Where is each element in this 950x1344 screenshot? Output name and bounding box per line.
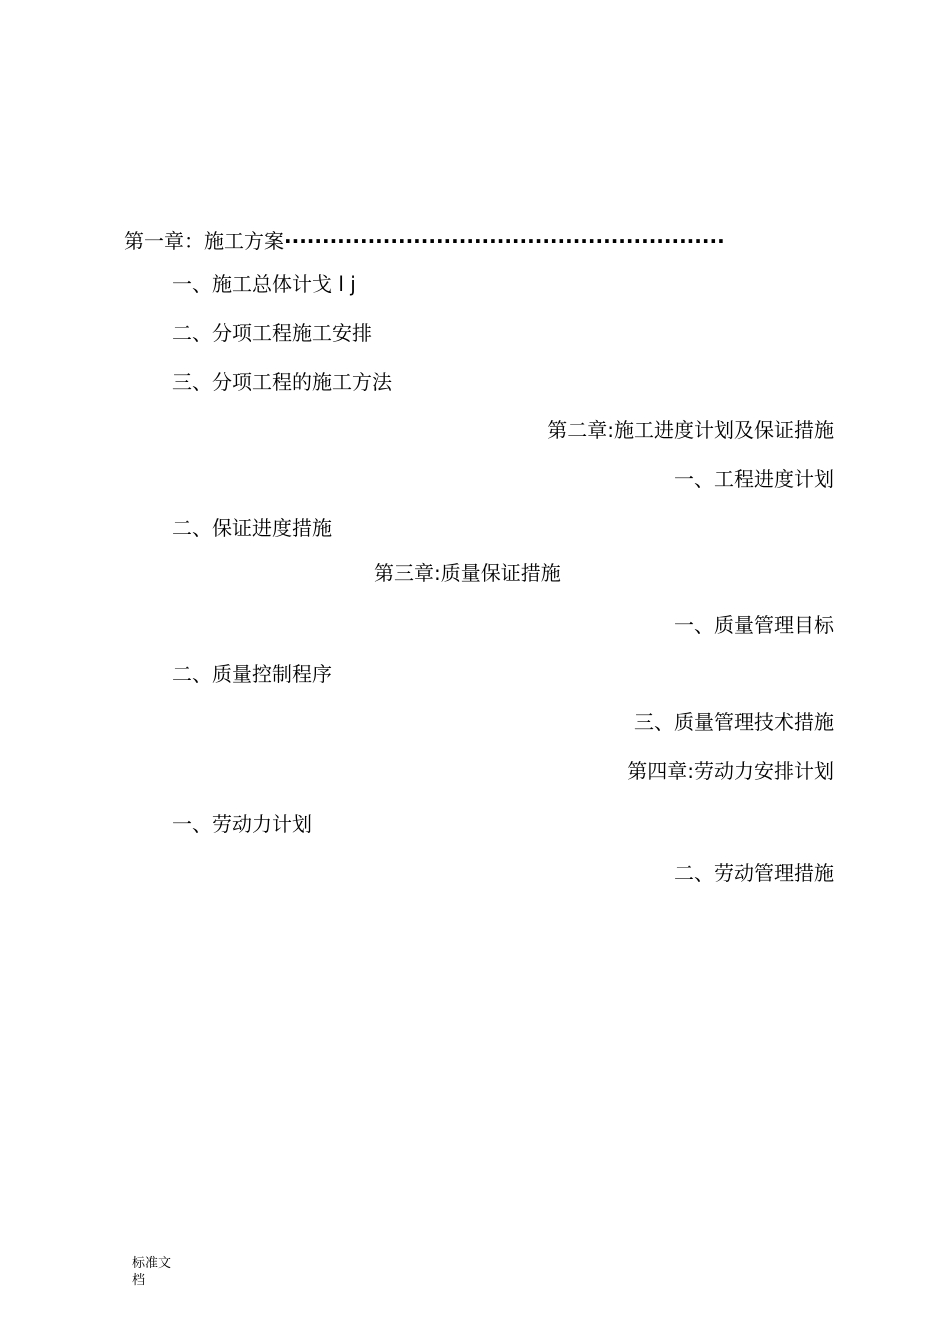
chapter-2-section-2: 二、保证进度措施 <box>172 516 332 540</box>
chapter-1-heading <box>124 229 725 253</box>
chapter-3-section-1: 一、质量管理目标 <box>674 613 834 637</box>
chapter-2-heading: 第二章:施工进度计划及保证措施 <box>547 418 834 442</box>
chapter-1-section-1: 一、施工总体计戈 l j <box>172 272 356 296</box>
chapter-3-section-3: 三、质量管理技术措施 <box>634 710 834 734</box>
chapter-3-section-2: 二、质量控制程序 <box>172 662 332 686</box>
chapter-4-heading: 第四章:劳动力安排计划 <box>627 759 834 783</box>
chapter-3-heading: 第三章:质量保证措施 <box>374 561 561 585</box>
footer-label: 标准文档 <box>132 1256 172 1288</box>
chapter-4-section-1: 一、劳动力计划 <box>172 812 312 836</box>
chapter-1-leader-dots: ·························································· <box>284 229 725 253</box>
chapter-1-section-3: 三、分项工程的施工方法 <box>172 370 392 394</box>
chapter-1-title: 第一章：施工方案 <box>124 229 284 253</box>
chapter-2-section-1: 一、工程进度计划 <box>674 467 834 491</box>
chapter-4-section-2: 二、劳动管理措施 <box>674 861 834 885</box>
chapter-1-section-2: 二、分项工程施工安排 <box>172 321 372 345</box>
